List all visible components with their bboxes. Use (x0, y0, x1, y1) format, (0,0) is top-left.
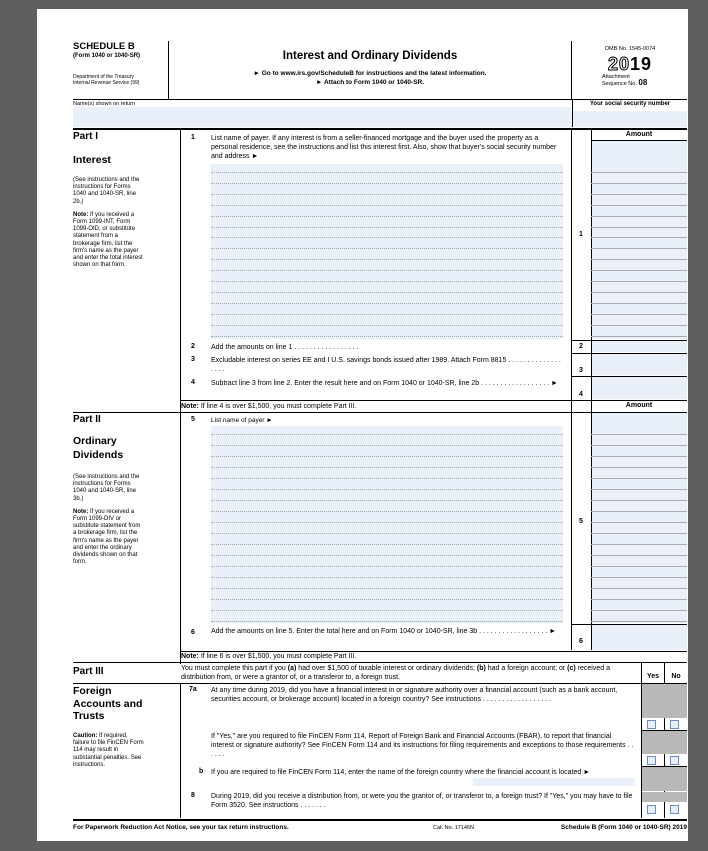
line8-number: 8 (191, 792, 195, 799)
amount-entry-line (591, 248, 687, 249)
line5-text: List name of payer ► (211, 417, 273, 424)
amount-entry-line (591, 270, 687, 271)
payer-entry-line (211, 292, 563, 293)
name-field[interactable] (73, 107, 571, 127)
part1-side-note: (See instructions and the instructions for Forms 1040 and 1040-SR, line 2b.) Note: If you received a Form 1099-INT, Form 1099-OID, or substitute statement from a brokerage firm, list the firm's name as the payer and enter the total interest shown on that form. (73, 177, 143, 269)
department-label: Department of the Treasury (73, 74, 134, 80)
line1-text: List name of payer. If any interest is from a seller-financed mortgage and the buyer used the property as a personal residence, see the instructions and list this interest first. Also, show that buyer's social security number and address ► (211, 135, 557, 160)
catalog-number: Cat. No. 17146N (433, 825, 474, 831)
part1-title: Interest (73, 154, 111, 166)
payer-entry-line (211, 303, 563, 304)
sequence-number: Sequence No. 08 (602, 77, 648, 87)
line7b-country-field[interactable] (473, 778, 635, 786)
payer-entry-line (211, 599, 563, 600)
payer-entry-line (211, 533, 563, 534)
payer-entry-line (211, 588, 563, 589)
line4-box-number: 4 (579, 391, 583, 398)
form-title: Interest and Ordinary Dividends (282, 50, 458, 62)
line4-number: 4 (191, 379, 195, 386)
line7b-text: If you are required to file FinCEN Form 114, enter the name of the foreign country where the financial account is located ► (211, 769, 591, 776)
line7a-followup-text: If "Yes," are you required to file FinCEN Form 114, Report of Foreign Bank and Financial Accounts (FBAR), to report that financial interest or signature authority? See FinCEN Form 114 and its instructions for filing requirements and exceptions to those requirements . . . . . . (211, 733, 634, 758)
part2-divider (180, 412, 181, 664)
amount-entry-line (591, 216, 687, 217)
amount-entry-line (591, 336, 687, 337)
line7a-cont-shading (642, 731, 687, 754)
line3-text: Excludable interest on series EE and I U.S. savings bonds issued after 1989. Attach Form 8815 . . . . . . . . . . . . . . . . . . (211, 357, 561, 373)
line6-amount-field[interactable] (592, 625, 687, 650)
line3-amount-field[interactable] (592, 354, 687, 375)
no-header: No (671, 673, 681, 680)
amount-entry-line (591, 555, 687, 556)
line5-box-number: 5 (579, 518, 583, 525)
amount-entry-line (591, 292, 687, 293)
amount-entry-line (591, 489, 687, 490)
part3-top-rule (73, 662, 687, 663)
yes-header: Yes (646, 673, 660, 680)
line2-number: 2 (191, 343, 195, 350)
part3-intro: You must complete this part if you (a) had over $1,500 of taxable interest or ordinary dividends; (b) had a foreign account; or (c) received a distribution from, or were a grantor of, or a transferor to, a foreign trust. (181, 665, 610, 681)
amount-entry-line (591, 205, 687, 206)
name-label: Name(s) shown on return (73, 101, 136, 107)
payer-entry-line (211, 183, 563, 184)
amount-entry-line (591, 566, 687, 567)
payer-entry-line (211, 500, 563, 501)
part3-caution: Caution: If required, failure to file FinCEN Form 114 may result in substantial penalties. See instructions. (73, 733, 144, 768)
payer-entry-line (211, 478, 563, 479)
amount-entry-line (591, 227, 687, 228)
payer-entry-line (211, 566, 563, 567)
line7a-fbar-yes-checkbox[interactable] (647, 756, 656, 765)
schedule-subtitle: (Form 1040 or 1040-SR) (73, 53, 141, 59)
payer-entry-line (211, 237, 563, 238)
payer-entry-line (211, 434, 563, 435)
payer-entry-line (211, 314, 563, 315)
part3-title: Foreign Accounts and Trusts (73, 685, 143, 722)
payer-entry-line (211, 577, 563, 578)
payer-entry-line (211, 172, 563, 173)
payer-entry-line (211, 325, 563, 326)
amount-entry-line (591, 544, 687, 545)
line7b-number: b (199, 768, 204, 775)
payer-entry-line (211, 281, 563, 282)
payer-entry-line (211, 489, 563, 490)
line1-box-number: 1 (579, 231, 583, 238)
line2-box-number: 2 (579, 343, 583, 350)
amount-entry-line (591, 621, 687, 622)
part2-box-col-left (571, 412, 572, 650)
payer-entry-line (211, 555, 563, 556)
form-footer-id: Schedule B (Form 1040 or 1040-SR) 2019 (560, 824, 687, 831)
amount-entry-line (591, 467, 687, 468)
payer-entry-line (211, 511, 563, 512)
amount-entry-line (591, 522, 687, 523)
amount-entry-line (591, 445, 687, 446)
line4-amount-field[interactable] (592, 377, 687, 399)
line2-amount-field[interactable] (592, 341, 687, 352)
line6-box-number: 6 (579, 638, 583, 645)
line6-text: Add the amounts on line 5. Enter the total here and on Form 1040 or 1040-SR, line 3b . . . . . . . . . . . . . . . . . . ► (211, 628, 557, 635)
amount-entry-line (591, 194, 687, 195)
schedule-name: SCHEDULE B (73, 41, 135, 52)
payer-entry-line (211, 194, 563, 195)
line7a-no-checkbox[interactable] (670, 720, 679, 729)
part1-label: Part I (73, 131, 99, 142)
part1-top-rule (73, 129, 687, 130)
line7b-shading (642, 767, 687, 791)
payer-entry-line (211, 336, 563, 337)
payer-entry-line (211, 248, 563, 249)
amount-entry-line (591, 577, 687, 578)
part1-note: Note: If line 4 is over $1,500, you must complete Part III. (181, 403, 357, 410)
payer-entry-line (211, 270, 563, 271)
line8-no-checkbox[interactable] (670, 805, 679, 814)
amount-entry-line (591, 314, 687, 315)
line6-number: 6 (191, 629, 195, 636)
payer-entry-line (211, 445, 563, 446)
goto-instructions: ► Go to www.irs.gov/ScheduleB for instructions and the latest information. (253, 69, 487, 77)
amount-entry-line (591, 237, 687, 238)
ssn-label: Your social security number (572, 100, 687, 127)
part1-amount-header: Amount (625, 131, 653, 138)
amount-entry-line (591, 172, 687, 173)
attachment-label: Attachment (602, 73, 630, 80)
amount-entry-line (591, 456, 687, 457)
line1-amount-field[interactable] (592, 141, 687, 339)
paperwork-notice: For Paperwork Reduction Act Notice, see your tax return instructions. (73, 824, 289, 831)
line7a-yes-checkbox[interactable] (647, 720, 656, 729)
part1-divider (180, 129, 181, 412)
line7a-shading (642, 684, 687, 718)
part3-intro-rule (73, 683, 687, 684)
amount-entry-line (591, 588, 687, 589)
amount-entry-line (591, 325, 687, 326)
payer-entry-line (211, 259, 563, 260)
amount-entry-line (591, 610, 687, 611)
amount-entry-line (591, 533, 687, 534)
payer-entry-line (211, 456, 563, 457)
attach-instructions: ► Attach to Form 1040 or 1040-SR. (315, 78, 425, 86)
part1-note-rule (180, 400, 687, 401)
part2-title: Ordinary Dividends (73, 435, 124, 461)
amount-entry-line (591, 434, 687, 435)
amount-entry-line (591, 183, 687, 184)
line5-number: 5 (191, 416, 195, 423)
line4-text: Subtract line 3 from line 2. Enter the result here and on Form 1040 or 1040-SR, line 2b . . . . . . . . . . . . . . . . . . ► (211, 380, 558, 387)
part2-amount-header: Amount (625, 402, 653, 409)
line8-shading (642, 792, 687, 802)
payer-entry-line (211, 205, 563, 206)
irs-label: Internal Revenue Service (99) (73, 80, 140, 86)
line1-number: 1 (191, 134, 195, 141)
amount-entry-line (591, 259, 687, 260)
form-id-block (73, 41, 169, 99)
amount-entry-line (591, 511, 687, 512)
tax-year: 2019 (607, 53, 653, 74)
amount-entry-line (591, 281, 687, 282)
payer-entry-line (211, 544, 563, 545)
payer-entry-line (211, 227, 563, 228)
line8-yes-checkbox[interactable] (647, 805, 656, 814)
line7a-number: 7a (189, 686, 197, 693)
omb-block (571, 41, 688, 99)
part3-divider (180, 683, 181, 818)
payer-entry-line (211, 522, 563, 523)
line7a-text: At any time during 2019, did you have a financial interest in or signature authority over a financial account (such as a bank account, securities account, or brokerage account) located in a foreign country? See instructions . . . . . . . . . . . . . . . . . . (211, 687, 618, 703)
form-page (37, 9, 688, 841)
part3-label: Part III (73, 666, 104, 677)
amount-entry-line (591, 599, 687, 600)
amount-entry-line (591, 478, 687, 479)
omb-number: OMB No. 1545-0074 (604, 46, 656, 52)
part2-label: Part II (73, 414, 101, 425)
payer-entry-line (211, 216, 563, 217)
line2-text: Add the amounts on line 1 . . . . . . . . . . . . . . . . . (211, 344, 359, 351)
line3-box-number: 3 (579, 367, 583, 374)
form-title-block (169, 41, 571, 99)
line3-number: 3 (191, 356, 195, 363)
amount-entry-line (591, 303, 687, 304)
name-ssn-row (73, 99, 687, 130)
payer-entry-line (211, 621, 563, 622)
part2-note: Note: If line 6 is over $1,500, you must complete Part III. (181, 653, 357, 660)
line8-text: During 2019, did you receive a distribution from, or were you the grantor of, or transferor to, a foreign trust? If "Yes," you may have to file Form 3520. See instructions . . . . . . . (211, 793, 633, 809)
form-footer (73, 819, 687, 833)
line7a-fbar-no-checkbox[interactable] (670, 756, 679, 765)
part2-side-note: (See instructions and the instructions for Forms 1040 and 1040-SR, line 3b.) Note: If you received a Form 1099-DIV or substitute statement from a brokerage firm, list the firm's name as the payer and enter the ordinary dividends shown on that form. (73, 474, 141, 566)
payer-entry-line (211, 467, 563, 468)
amount-entry-line (591, 500, 687, 501)
payer-entry-line (211, 610, 563, 611)
